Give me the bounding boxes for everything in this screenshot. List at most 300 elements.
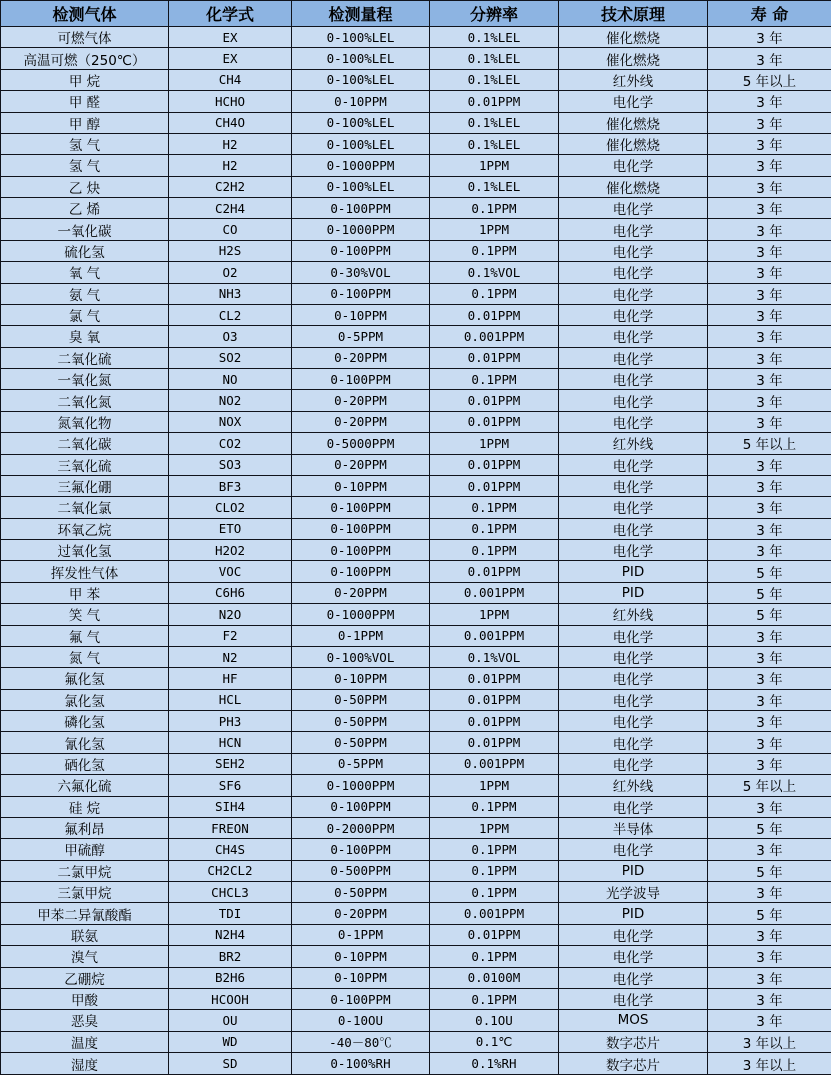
table-cell: 二氯甲烷 bbox=[1, 860, 169, 881]
table-cell: 三氟化硼 bbox=[1, 475, 169, 496]
table-cell: 1PPM bbox=[430, 775, 559, 796]
table-cell: 过氧化氢 bbox=[1, 540, 169, 561]
header-resolution: 分辨率 bbox=[430, 1, 559, 27]
table-cell: VOC bbox=[169, 561, 292, 582]
table-cell: F2 bbox=[169, 625, 292, 646]
table-cell: 电化学 bbox=[559, 91, 708, 112]
table-row bbox=[1, 390, 831, 411]
table-cell: 0.1PPM bbox=[430, 518, 559, 539]
table-cell: 3 年 bbox=[708, 475, 831, 496]
table-cell: CH4S bbox=[169, 839, 292, 860]
table-cell: 0.1PPM bbox=[430, 283, 559, 304]
table-cell: 0-100PPM bbox=[292, 240, 430, 261]
table-cell: 3 年 bbox=[708, 347, 831, 368]
table-cell: 5 年 bbox=[708, 582, 831, 603]
table-cell: 0-1000PPM bbox=[292, 155, 430, 176]
table-cell: 0-10PPM bbox=[292, 946, 430, 967]
table-cell: 数字芯片 bbox=[559, 1053, 708, 1075]
table-cell: 0-100PPM bbox=[292, 369, 430, 390]
table-cell: 5 年 bbox=[708, 561, 831, 582]
table-cell: SF6 bbox=[169, 775, 292, 796]
table-cell: 红外线 bbox=[559, 604, 708, 625]
table-cell: 电化学 bbox=[559, 625, 708, 646]
table-cell: 催化燃烧 bbox=[559, 176, 708, 197]
table-cell: 电化学 bbox=[559, 839, 708, 860]
table-row bbox=[1, 69, 831, 90]
table-row bbox=[1, 882, 831, 903]
table-header-row bbox=[1, 1, 831, 27]
table-cell: H2O2 bbox=[169, 540, 292, 561]
table-cell: 3 年 bbox=[708, 839, 831, 860]
table-cell: 3 年 bbox=[708, 497, 831, 518]
table-cell: 3 年 bbox=[708, 625, 831, 646]
table-cell: 0-100%LEL bbox=[292, 176, 430, 197]
table-cell: 甲 苯 bbox=[1, 582, 169, 603]
table-cell: 3 年 bbox=[708, 48, 831, 69]
table-cell: 电化学 bbox=[559, 689, 708, 710]
table-row bbox=[1, 219, 831, 240]
table-cell: 0-1000PPM bbox=[292, 219, 430, 240]
table-cell: 3 年 bbox=[708, 796, 831, 817]
table-cell: 0.01PPM bbox=[430, 475, 559, 496]
table-row bbox=[1, 1031, 831, 1052]
table-cell: 0.001PPM bbox=[430, 903, 559, 924]
table-cell: 3 年 bbox=[708, 369, 831, 390]
table-cell: 0-100PPM bbox=[292, 497, 430, 518]
table-cell: PH3 bbox=[169, 711, 292, 732]
table-row bbox=[1, 475, 831, 496]
table-cell: HCN bbox=[169, 732, 292, 753]
table-cell: 3 年 bbox=[708, 1010, 831, 1031]
table-cell: 氮 气 bbox=[1, 646, 169, 667]
table-cell: CLO2 bbox=[169, 497, 292, 518]
table-cell: 溴气 bbox=[1, 946, 169, 967]
table-cell: 3 年 bbox=[708, 112, 831, 133]
table-cell: 3 年 bbox=[708, 304, 831, 325]
header-detection-range: 检测量程 bbox=[292, 1, 430, 27]
header-gas-name: 检测气体 bbox=[1, 1, 169, 27]
table-cell: 0-500PPM bbox=[292, 860, 430, 881]
table-cell: 0-10PPM bbox=[292, 91, 430, 112]
table-cell: 0-50PPM bbox=[292, 689, 430, 710]
table-cell: 甲硫醇 bbox=[1, 839, 169, 860]
table-cell: 0.01PPM bbox=[430, 390, 559, 411]
table-cell: 电化学 bbox=[559, 753, 708, 774]
table-cell: 0.1%LEL bbox=[430, 27, 559, 48]
table-row bbox=[1, 689, 831, 710]
table-cell: CHCL3 bbox=[169, 882, 292, 903]
table-cell: 0.1PPM bbox=[430, 988, 559, 1009]
table-cell: 0.01PPM bbox=[430, 454, 559, 475]
table-cell: 甲 醇 bbox=[1, 112, 169, 133]
table-cell: OU bbox=[169, 1010, 292, 1031]
table-cell: 0-100PPM bbox=[292, 988, 430, 1009]
table-cell: 二氧化碳 bbox=[1, 433, 169, 454]
table-cell: 0-20PPM bbox=[292, 347, 430, 368]
table-cell: 1PPM bbox=[430, 219, 559, 240]
table-row bbox=[1, 518, 831, 539]
table-cell: HCOOH bbox=[169, 988, 292, 1009]
table-cell: 氮氧化物 bbox=[1, 411, 169, 432]
table-cell: 氟 气 bbox=[1, 625, 169, 646]
table-cell: 3 年 bbox=[708, 411, 831, 432]
table-row bbox=[1, 775, 831, 796]
table-row bbox=[1, 711, 831, 732]
table-cell: 0.001PPM bbox=[430, 326, 559, 347]
table-cell: 0-1PPM bbox=[292, 924, 430, 945]
table-cell: C2H4 bbox=[169, 198, 292, 219]
table-cell: 0-2000PPM bbox=[292, 817, 430, 838]
table-cell: 0-1000PPM bbox=[292, 775, 430, 796]
table-cell: 甲 烷 bbox=[1, 69, 169, 90]
table-row bbox=[1, 604, 831, 625]
table-row bbox=[1, 924, 831, 945]
table-cell: SIH4 bbox=[169, 796, 292, 817]
table-cell: 可燃气体 bbox=[1, 27, 169, 48]
table-cell: 3 年 bbox=[708, 646, 831, 667]
table-cell: 3 年 bbox=[708, 326, 831, 347]
table-cell: 氟化氢 bbox=[1, 668, 169, 689]
table-cell: 半导体 bbox=[559, 817, 708, 838]
table-cell: 5 年以上 bbox=[708, 775, 831, 796]
table-cell: O3 bbox=[169, 326, 292, 347]
table-cell: 挥发性气体 bbox=[1, 561, 169, 582]
table-cell: 催化燃烧 bbox=[559, 133, 708, 154]
table-row bbox=[1, 967, 831, 988]
table-cell: 0.01PPM bbox=[430, 561, 559, 582]
table-cell: 电化学 bbox=[559, 988, 708, 1009]
table-cell: 磷化氢 bbox=[1, 711, 169, 732]
table-cell: 0.1%LEL bbox=[430, 133, 559, 154]
table-cell: 臭 氧 bbox=[1, 326, 169, 347]
table-cell: CH4 bbox=[169, 69, 292, 90]
table-cell: 电化学 bbox=[559, 454, 708, 475]
table-cell: 电化学 bbox=[559, 390, 708, 411]
table-cell: 甲苯二异氰酸酯 bbox=[1, 903, 169, 924]
table-cell: 5 年 bbox=[708, 604, 831, 625]
table-row bbox=[1, 1053, 831, 1075]
table-cell: 0-20PPM bbox=[292, 411, 430, 432]
table-row bbox=[1, 347, 831, 368]
table-cell: 0-10PPM bbox=[292, 967, 430, 988]
table-cell: 0.001PPM bbox=[430, 625, 559, 646]
table-cell: 电化学 bbox=[559, 155, 708, 176]
table-row bbox=[1, 433, 831, 454]
table-cell: 笑 气 bbox=[1, 604, 169, 625]
table-row bbox=[1, 240, 831, 261]
table-cell: 电化学 bbox=[559, 347, 708, 368]
table-row bbox=[1, 753, 831, 774]
table-cell: 0.1PPM bbox=[430, 497, 559, 518]
table-row bbox=[1, 91, 831, 112]
table-cell: 红外线 bbox=[559, 775, 708, 796]
table-cell: 3 年 bbox=[708, 711, 831, 732]
table-cell: 0.01PPM bbox=[430, 924, 559, 945]
table-row bbox=[1, 988, 831, 1009]
table-row bbox=[1, 561, 831, 582]
table-cell: 0-20PPM bbox=[292, 582, 430, 603]
table-cell: 3 年 bbox=[708, 219, 831, 240]
table-row bbox=[1, 112, 831, 133]
table-cell: 1PPM bbox=[430, 604, 559, 625]
table-cell: 氢 气 bbox=[1, 133, 169, 154]
table-cell: 0.1PPM bbox=[430, 839, 559, 860]
table-cell: 0-5PPM bbox=[292, 753, 430, 774]
table-cell: CH2CL2 bbox=[169, 860, 292, 881]
header-technical-principle: 技术原理 bbox=[559, 1, 708, 27]
table-cell: NOX bbox=[169, 411, 292, 432]
table-cell: 3 年 bbox=[708, 668, 831, 689]
table-cell: 0-10PPM bbox=[292, 668, 430, 689]
table-row bbox=[1, 668, 831, 689]
table-cell: 0-5000PPM bbox=[292, 433, 430, 454]
table-cell: 催化燃烧 bbox=[559, 112, 708, 133]
table-cell: CL2 bbox=[169, 304, 292, 325]
table-cell: 0.1%LEL bbox=[430, 176, 559, 197]
table-cell: 0-100PPM bbox=[292, 540, 430, 561]
table-cell: 电化学 bbox=[559, 668, 708, 689]
table-cell: 电化学 bbox=[559, 411, 708, 432]
table-cell: 红外线 bbox=[559, 69, 708, 90]
table-row bbox=[1, 860, 831, 881]
table-cell: 0.0100M bbox=[430, 967, 559, 988]
table-cell: 电化学 bbox=[559, 369, 708, 390]
table-row bbox=[1, 262, 831, 283]
table-cell: 恶臭 bbox=[1, 1010, 169, 1031]
table-cell: 0-30%VOL bbox=[292, 262, 430, 283]
table-cell: SO2 bbox=[169, 347, 292, 368]
table-cell: B2H6 bbox=[169, 967, 292, 988]
table-cell: 甲 醛 bbox=[1, 91, 169, 112]
table-cell: 0-50PPM bbox=[292, 882, 430, 903]
table-cell: HCHO bbox=[169, 91, 292, 112]
table-row bbox=[1, 625, 831, 646]
table-cell: 3 年 bbox=[708, 689, 831, 710]
table-cell: NH3 bbox=[169, 283, 292, 304]
table-cell: 0-100%VOL bbox=[292, 646, 430, 667]
table-cell: 氨 气 bbox=[1, 283, 169, 304]
table-cell: C6H6 bbox=[169, 582, 292, 603]
table-cell: 0-100%LEL bbox=[292, 133, 430, 154]
table-cell: 数字芯片 bbox=[559, 1031, 708, 1052]
table-cell: 0-50PPM bbox=[292, 711, 430, 732]
table-cell: 0.1PPM bbox=[430, 198, 559, 219]
table-cell: 1PPM bbox=[430, 817, 559, 838]
table-cell: WD bbox=[169, 1031, 292, 1052]
table-cell: SEH2 bbox=[169, 753, 292, 774]
table-row bbox=[1, 796, 831, 817]
table-cell: 氰化氢 bbox=[1, 732, 169, 753]
table-cell: H2S bbox=[169, 240, 292, 261]
table-cell: 0-1PPM bbox=[292, 625, 430, 646]
table-cell: 三氧化硫 bbox=[1, 454, 169, 475]
table-row bbox=[1, 540, 831, 561]
table-cell: 0-100%LEL bbox=[292, 48, 430, 69]
table-cell: 0.1OU bbox=[430, 1010, 559, 1031]
table-cell: 二氧化氮 bbox=[1, 390, 169, 411]
table-cell: BR2 bbox=[169, 946, 292, 967]
table-cell: 电化学 bbox=[559, 796, 708, 817]
table-cell: 3 年 bbox=[708, 732, 831, 753]
header-chemical-formula: 化学式 bbox=[169, 1, 292, 27]
table-cell: 1PPM bbox=[430, 155, 559, 176]
table-cell: 3 年 bbox=[708, 946, 831, 967]
table-cell: 5 年以上 bbox=[708, 69, 831, 90]
table-cell: 电化学 bbox=[559, 240, 708, 261]
table-cell: 3 年 bbox=[708, 967, 831, 988]
table-cell: 湿度 bbox=[1, 1053, 169, 1075]
table-cell: 0.01PPM bbox=[430, 91, 559, 112]
table-cell: CH4O bbox=[169, 112, 292, 133]
table-cell: 0-20PPM bbox=[292, 454, 430, 475]
table-cell: 5 年以上 bbox=[708, 433, 831, 454]
table-cell: 电化学 bbox=[559, 967, 708, 988]
table-cell: 三氯甲烷 bbox=[1, 882, 169, 903]
table-cell: 红外线 bbox=[559, 433, 708, 454]
table-row bbox=[1, 946, 831, 967]
table-cell: 0-100PPM bbox=[292, 561, 430, 582]
table-row bbox=[1, 732, 831, 753]
table-cell: 5 年 bbox=[708, 860, 831, 881]
table-cell: N2O bbox=[169, 604, 292, 625]
table-cell: 3 年 bbox=[708, 262, 831, 283]
table-cell: N2H4 bbox=[169, 924, 292, 945]
table-row bbox=[1, 304, 831, 325]
table-cell: 电化学 bbox=[559, 711, 708, 732]
table-cell: 0-100PPM bbox=[292, 839, 430, 860]
table-cell: PID bbox=[559, 582, 708, 603]
table-cell: 0.1PPM bbox=[430, 796, 559, 817]
table-cell: ETO bbox=[169, 518, 292, 539]
table-cell: PID bbox=[559, 860, 708, 881]
table-cell: 二氧化硫 bbox=[1, 347, 169, 368]
table-body bbox=[1, 27, 831, 1075]
table-cell: 3 年 bbox=[708, 27, 831, 48]
table-cell: 0.01PPM bbox=[430, 411, 559, 432]
table-row bbox=[1, 817, 831, 838]
table-cell: 3 年 bbox=[708, 988, 831, 1009]
table-cell: 5 年 bbox=[708, 903, 831, 924]
table-cell: 甲酸 bbox=[1, 988, 169, 1009]
table-row bbox=[1, 369, 831, 390]
table-cell: 催化燃烧 bbox=[559, 48, 708, 69]
table-cell: 1PPM bbox=[430, 433, 559, 454]
table-cell: H2 bbox=[169, 133, 292, 154]
table-cell: 3 年以上 bbox=[708, 1031, 831, 1052]
table-cell: 催化燃烧 bbox=[559, 27, 708, 48]
table-cell: 3 年 bbox=[708, 882, 831, 903]
table-cell: 0.1%VOL bbox=[430, 262, 559, 283]
table-cell: 0.1%LEL bbox=[430, 112, 559, 133]
table-cell: 电化学 bbox=[559, 219, 708, 240]
table-cell: 0.1%VOL bbox=[430, 646, 559, 667]
table-cell: 0.01PPM bbox=[430, 689, 559, 710]
table-cell: 电化学 bbox=[559, 262, 708, 283]
table-cell: 3 年 bbox=[708, 924, 831, 945]
table-row bbox=[1, 133, 831, 154]
table-cell: 0-100PPM bbox=[292, 796, 430, 817]
table-row bbox=[1, 411, 831, 432]
table-cell: 温度 bbox=[1, 1031, 169, 1052]
table-row bbox=[1, 27, 831, 48]
table-cell: 0-100PPM bbox=[292, 518, 430, 539]
table-row bbox=[1, 1010, 831, 1031]
table-cell: 电化学 bbox=[559, 198, 708, 219]
table-row bbox=[1, 155, 831, 176]
table-cell: 一氧化碳 bbox=[1, 219, 169, 240]
table-cell: 3 年 bbox=[708, 390, 831, 411]
table-row bbox=[1, 326, 831, 347]
table-cell: EX bbox=[169, 48, 292, 69]
table-cell: 3 年 bbox=[708, 283, 831, 304]
table-cell: 0-100PPM bbox=[292, 283, 430, 304]
table-row bbox=[1, 903, 831, 924]
table-cell: 高温可燃（250℃） bbox=[1, 48, 169, 69]
table-cell: 0-20PPM bbox=[292, 390, 430, 411]
table-cell: 二氧化氯 bbox=[1, 497, 169, 518]
table-cell: 0.01PPM bbox=[430, 304, 559, 325]
table-cell: 3 年 bbox=[708, 454, 831, 475]
table-cell: 硅 烷 bbox=[1, 796, 169, 817]
table-cell: FREON bbox=[169, 817, 292, 838]
table-cell: 氢 气 bbox=[1, 155, 169, 176]
table-cell: 电化学 bbox=[559, 646, 708, 667]
table-cell: 氟利昂 bbox=[1, 817, 169, 838]
table-cell: 0-100%LEL bbox=[292, 27, 430, 48]
table-row bbox=[1, 48, 831, 69]
table-cell: 0-100%LEL bbox=[292, 112, 430, 133]
table-row bbox=[1, 283, 831, 304]
table-cell: MOS bbox=[559, 1010, 708, 1031]
table-cell: H2 bbox=[169, 155, 292, 176]
table-cell: 一氧化氮 bbox=[1, 369, 169, 390]
table-cell: SD bbox=[169, 1053, 292, 1075]
table-cell: 0.1%RH bbox=[430, 1053, 559, 1075]
table-cell: 0-100%RH bbox=[292, 1053, 430, 1075]
table-cell: CO bbox=[169, 219, 292, 240]
table-cell: HF bbox=[169, 668, 292, 689]
table-cell: 0.1PPM bbox=[430, 860, 559, 881]
table-cell: 0.1PPM bbox=[430, 882, 559, 903]
table-cell: 电化学 bbox=[559, 475, 708, 496]
table-cell: 3 年 bbox=[708, 91, 831, 112]
table-cell: 0.1PPM bbox=[430, 369, 559, 390]
table-cell: EX bbox=[169, 27, 292, 48]
table-cell: 0.01PPM bbox=[430, 711, 559, 732]
table-cell: O2 bbox=[169, 262, 292, 283]
table-cell: 光学波导 bbox=[559, 882, 708, 903]
table-cell: NO bbox=[169, 369, 292, 390]
table-cell: 电化学 bbox=[559, 283, 708, 304]
table-cell: 电化学 bbox=[559, 924, 708, 945]
header-lifespan: 寿 命 bbox=[708, 1, 831, 27]
table-cell: 电化学 bbox=[559, 497, 708, 518]
table-cell: 0-1000PPM bbox=[292, 604, 430, 625]
table-row bbox=[1, 198, 831, 219]
table-cell: SO3 bbox=[169, 454, 292, 475]
table-cell: N2 bbox=[169, 646, 292, 667]
table-cell: 3 年 bbox=[708, 540, 831, 561]
table-cell: 0.1%LEL bbox=[430, 69, 559, 90]
table-cell: NO2 bbox=[169, 390, 292, 411]
table-cell: 0-10PPM bbox=[292, 304, 430, 325]
table-cell: 3 年 bbox=[708, 133, 831, 154]
table-cell: CO2 bbox=[169, 433, 292, 454]
table-cell: BF3 bbox=[169, 475, 292, 496]
table-cell: 0.01PPM bbox=[430, 732, 559, 753]
table-cell: 六氟化硫 bbox=[1, 775, 169, 796]
table-cell: 0-100PPM bbox=[292, 198, 430, 219]
